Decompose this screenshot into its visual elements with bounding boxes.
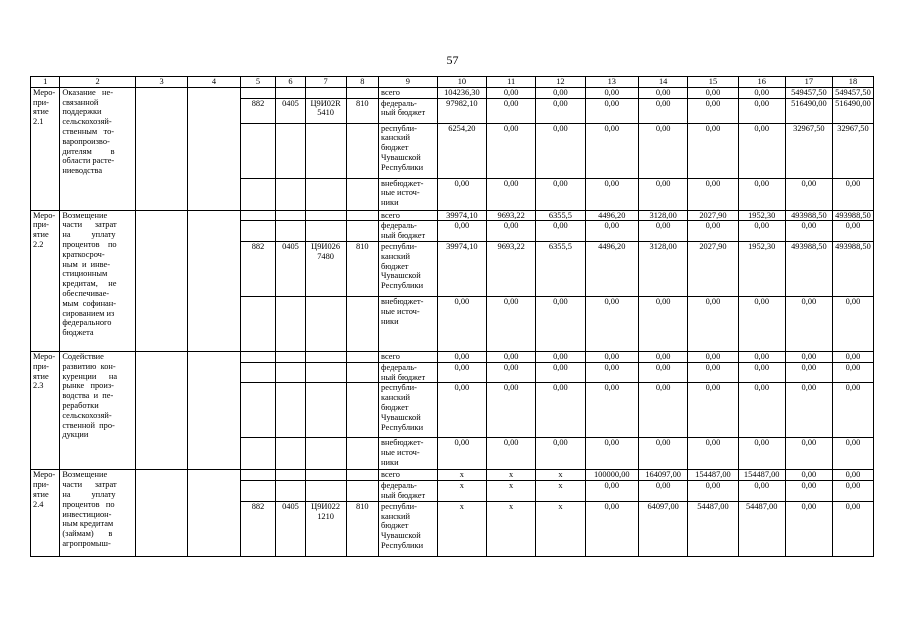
expense-type-code [346, 383, 379, 438]
year-value: 3128,00 [639, 210, 688, 221]
grbs-code [240, 296, 276, 351]
year-value: 0,00 [437, 362, 486, 383]
year-value: x [437, 470, 486, 481]
year-value: 0,00 [536, 221, 585, 242]
year-value: 100000,00 [585, 470, 638, 481]
year-value: 0,00 [536, 123, 585, 178]
year-value: 0,00 [688, 98, 738, 123]
year-value: 0,00 [785, 470, 832, 481]
header-cell: 11 [487, 77, 536, 88]
year-value: x [487, 481, 536, 502]
year-value: 0,00 [688, 296, 738, 351]
year-value: 0,00 [785, 351, 832, 362]
funding-source: федераль- ный бюджет [379, 481, 438, 502]
year-value: 97982,10 [437, 98, 486, 123]
year-value: 2027,90 [688, 241, 738, 296]
expense-type-code [346, 296, 379, 351]
year-value: 0,00 [585, 383, 638, 438]
year-value: 493988,50 [832, 241, 873, 296]
measure-description: Оказание не- связанной поддержки сельскохозяй- ственным то- варопроизво- дителям в области расте- ниеводства [60, 87, 135, 210]
year-value: 6355,5 [536, 241, 585, 296]
year-value: 0,00 [832, 481, 873, 502]
year-value: 0,00 [738, 87, 785, 98]
section-code [276, 178, 305, 210]
col4-cell [188, 351, 240, 469]
year-value: 0,00 [585, 98, 638, 123]
year-value: 0,00 [585, 178, 638, 210]
col3-cell [135, 210, 187, 351]
year-value: 0,00 [585, 481, 638, 502]
col3-cell [135, 87, 187, 210]
year-value: 0,00 [536, 362, 585, 383]
funding-source: республи- канский бюджет Чувашской Республики [379, 123, 438, 178]
target-article-code [305, 87, 346, 98]
year-value: 0,00 [585, 87, 638, 98]
table-row [31, 470, 874, 481]
measure-description: Возмещение части затрат на уплату процентов по инвестицион- ным кредитам (займам) в агропромыш- [60, 470, 135, 556]
target-article-code [305, 438, 346, 470]
grbs-code [240, 221, 276, 242]
header-cell: 16 [738, 77, 785, 88]
header-cell: 18 [832, 77, 873, 88]
year-value: 4496,20 [585, 241, 638, 296]
header-row [31, 77, 874, 88]
header-cell: 9 [379, 77, 438, 88]
header-cell: 1 [31, 77, 60, 88]
year-value: 0,00 [639, 383, 688, 438]
budget-table [30, 76, 874, 557]
section-code [276, 123, 305, 178]
header-cell: 6 [276, 77, 305, 88]
year-value: 0,00 [487, 123, 536, 178]
year-value: 0,00 [688, 178, 738, 210]
year-value: 154487,00 [738, 470, 785, 481]
section-code [276, 481, 305, 502]
header-cell: 12 [536, 77, 585, 88]
year-value: 32967,50 [785, 123, 832, 178]
year-value: 6355,5 [536, 210, 585, 221]
year-value: 0,00 [832, 438, 873, 470]
year-value: 0,00 [688, 221, 738, 242]
grbs-code [240, 178, 276, 210]
funding-source: всего [379, 210, 438, 221]
expense-type-code [346, 210, 379, 221]
year-value: 0,00 [585, 221, 638, 242]
year-value: 0,00 [688, 87, 738, 98]
expense-type-code [346, 481, 379, 502]
year-value: 0,00 [738, 383, 785, 438]
funding-source: внебюджет- ные источ- ники [379, 438, 438, 470]
year-value: 0,00 [639, 296, 688, 351]
year-value: 0,00 [738, 438, 785, 470]
section-code [276, 351, 305, 362]
year-value: 0,00 [688, 362, 738, 383]
year-value: 0,00 [785, 296, 832, 351]
year-value: 0,00 [536, 98, 585, 123]
year-value: 0,00 [437, 178, 486, 210]
grbs-code [240, 351, 276, 362]
funding-source: республи- канский бюджет Чувашской Республики [379, 383, 438, 438]
year-value: 0,00 [487, 221, 536, 242]
year-value: 0,00 [639, 351, 688, 362]
year-value: 0,00 [832, 383, 873, 438]
year-value: 0,00 [536, 438, 585, 470]
funding-source: всего [379, 351, 438, 362]
year-value: 0,00 [738, 221, 785, 242]
expense-type-code [346, 178, 379, 210]
table-row [31, 210, 874, 221]
funding-source: федераль- ный бюджет [379, 221, 438, 242]
header-cell: 15 [688, 77, 738, 88]
header-cell: 8 [346, 77, 379, 88]
grbs-code [240, 87, 276, 98]
year-value: 0,00 [536, 178, 585, 210]
table-row [31, 87, 874, 98]
expense-type-code [346, 221, 379, 242]
expense-type-code: 810 [346, 98, 379, 123]
col3-cell [135, 351, 187, 469]
measure-id: Меро- при- ятие 2.4 [31, 470, 60, 556]
expense-type-code [346, 438, 379, 470]
year-value: 0,00 [639, 123, 688, 178]
expense-type-code: 810 [346, 501, 379, 556]
year-value: 0,00 [785, 481, 832, 502]
year-value: 0,00 [785, 362, 832, 383]
year-value: 0,00 [639, 481, 688, 502]
year-value: 0,00 [832, 470, 873, 481]
year-value: 3128,00 [639, 241, 688, 296]
measure-description: Возмещение части затрат на уплату процентов по краткосроч- ным и инве- стиционным кредитам, не обеспечивае- мым софинан- сированием из федерального бюджета [60, 210, 135, 351]
section-code [276, 383, 305, 438]
year-value: 0,00 [536, 87, 585, 98]
year-value: 0,00 [785, 501, 832, 556]
header-cell: 14 [639, 77, 688, 88]
year-value: 0,00 [437, 221, 486, 242]
year-value: 0,00 [639, 98, 688, 123]
grbs-code [240, 123, 276, 178]
funding-source: федераль- ный бюджет [379, 98, 438, 123]
target-article-code: Ц9И022 1210 [305, 501, 346, 556]
target-article-code: Ц9И026 7480 [305, 241, 346, 296]
expense-type-code [346, 123, 379, 178]
grbs-code: 882 [240, 501, 276, 556]
funding-source: внебюджет- ные источ- ники [379, 296, 438, 351]
year-value: x [437, 501, 486, 556]
year-value: 0,00 [738, 296, 785, 351]
year-value: 0,00 [585, 296, 638, 351]
target-article-code [305, 362, 346, 383]
measure-id: Меро- при- ятие 2.3 [31, 351, 60, 469]
year-value: 0,00 [487, 296, 536, 351]
year-value: 0,00 [437, 351, 486, 362]
year-value: 9693,22 [487, 241, 536, 296]
year-value: 0,00 [536, 383, 585, 438]
year-value: 0,00 [487, 438, 536, 470]
target-article-code [305, 481, 346, 502]
section-code [276, 210, 305, 221]
year-value: 1952,30 [738, 210, 785, 221]
year-value: x [487, 501, 536, 556]
grbs-code [240, 383, 276, 438]
grbs-code: 882 [240, 241, 276, 296]
year-value: 0,00 [437, 438, 486, 470]
year-value: 0,00 [738, 351, 785, 362]
year-value: 0,00 [487, 178, 536, 210]
year-value: 0,00 [738, 98, 785, 123]
section-code [276, 438, 305, 470]
section-code [276, 221, 305, 242]
year-value: 0,00 [785, 178, 832, 210]
year-value: 0,00 [487, 87, 536, 98]
section-code: 0405 [276, 241, 305, 296]
page-number: 57 [446, 53, 459, 67]
year-value: 54487,00 [688, 501, 738, 556]
year-value: 54487,00 [738, 501, 785, 556]
target-article-code [305, 123, 346, 178]
year-value: 0,00 [487, 98, 536, 123]
year-value: 0,00 [832, 221, 873, 242]
header-cell: 3 [135, 77, 187, 88]
target-article-code [305, 210, 346, 221]
year-value: 0,00 [639, 178, 688, 210]
section-code: 0405 [276, 98, 305, 123]
year-value: 0,00 [832, 296, 873, 351]
expense-type-code [346, 87, 379, 98]
year-value: 0,00 [585, 501, 638, 556]
year-value: 493988,50 [832, 210, 873, 221]
year-value: x [536, 481, 585, 502]
year-value: 0,00 [832, 362, 873, 383]
year-value: 164097,00 [639, 470, 688, 481]
grbs-code [240, 438, 276, 470]
year-value: 0,00 [585, 362, 638, 383]
year-value: 0,00 [437, 296, 486, 351]
table-row [31, 351, 874, 362]
grbs-code [240, 481, 276, 502]
header-cell: 4 [188, 77, 240, 88]
section-code [276, 470, 305, 481]
year-value: 9693,22 [487, 210, 536, 221]
year-value: 0,00 [487, 351, 536, 362]
year-value: x [536, 470, 585, 481]
year-value: 0,00 [585, 438, 638, 470]
col4-cell [188, 210, 240, 351]
year-value: 516490,00 [832, 98, 873, 123]
target-article-code [305, 221, 346, 242]
header-cell: 10 [437, 77, 486, 88]
year-value: 0,00 [536, 296, 585, 351]
target-article-code [305, 351, 346, 362]
year-value: 0,00 [785, 383, 832, 438]
year-value: 0,00 [832, 351, 873, 362]
grbs-code: 882 [240, 98, 276, 123]
year-value: 493988,50 [785, 210, 832, 221]
funding-source: республи- канский бюджет Чувашской Республики [379, 501, 438, 556]
header-cell: 7 [305, 77, 346, 88]
year-value: 0,00 [639, 438, 688, 470]
year-value: 0,00 [437, 383, 486, 438]
year-value: 0,00 [639, 87, 688, 98]
col4-cell [188, 87, 240, 210]
year-value: 0,00 [688, 438, 738, 470]
year-value: 0,00 [585, 123, 638, 178]
section-code: 0405 [276, 501, 305, 556]
header-cell: 13 [585, 77, 638, 88]
grbs-code [240, 362, 276, 383]
year-value: 4496,20 [585, 210, 638, 221]
year-value: 0,00 [785, 221, 832, 242]
year-value: 549457,50 [785, 87, 832, 98]
year-value: 32967,50 [832, 123, 873, 178]
expense-type-code [346, 351, 379, 362]
target-article-code [305, 178, 346, 210]
year-value: 0,00 [536, 351, 585, 362]
year-value: 0,00 [785, 438, 832, 470]
year-value: 0,00 [832, 501, 873, 556]
year-value: 493988,50 [785, 241, 832, 296]
year-value: 39974,10 [437, 241, 486, 296]
year-value: x [437, 481, 486, 502]
target-article-code: Ц9И02R 5410 [305, 98, 346, 123]
measure-id: Меро- при- ятие 2.1 [31, 87, 60, 210]
year-value: 39974,10 [437, 210, 486, 221]
header-cell: 17 [785, 77, 832, 88]
year-value: x [487, 470, 536, 481]
year-value: 0,00 [688, 351, 738, 362]
year-value: 0,00 [585, 351, 638, 362]
expense-type-code [346, 362, 379, 383]
expense-type-code: 810 [346, 241, 379, 296]
year-value: 104236,30 [437, 87, 486, 98]
year-value: 0,00 [738, 178, 785, 210]
section-code [276, 296, 305, 351]
section-code [276, 362, 305, 383]
funding-source: федераль- ный бюджет [379, 362, 438, 383]
expense-type-code [346, 470, 379, 481]
year-value: 0,00 [832, 178, 873, 210]
year-value: x [536, 501, 585, 556]
funding-source: внебюджет- ные источ- ники [379, 178, 438, 210]
year-value: 516490,00 [785, 98, 832, 123]
year-value: 0,00 [639, 362, 688, 383]
year-value: 0,00 [738, 362, 785, 383]
col4-cell [188, 470, 240, 556]
col3-cell [135, 470, 187, 556]
year-value: 549457,50 [832, 87, 873, 98]
year-value: 0,00 [688, 123, 738, 178]
year-value: 0,00 [487, 362, 536, 383]
year-value: 6254,20 [437, 123, 486, 178]
year-value: 0,00 [639, 221, 688, 242]
target-article-code [305, 296, 346, 351]
year-value: 0,00 [487, 383, 536, 438]
section-code [276, 87, 305, 98]
header-cell: 2 [60, 77, 135, 88]
year-value: 0,00 [688, 383, 738, 438]
year-value: 0,00 [738, 123, 785, 178]
funding-source: республи- канский бюджет Чувашской Республики [379, 241, 438, 296]
year-value: 1952,30 [738, 241, 785, 296]
measure-id: Меро- при- ятие 2.2 [31, 210, 60, 351]
measure-description: Содействие развитию кон- куренции на рынке произ- водства и пе- реработки сельскохозяй- ственной про- дукции [60, 351, 135, 469]
funding-source: всего [379, 470, 438, 481]
target-article-code [305, 470, 346, 481]
target-article-code [305, 383, 346, 438]
year-value: 154487,00 [688, 470, 738, 481]
year-value: 64097,00 [639, 501, 688, 556]
grbs-code [240, 210, 276, 221]
year-value: 0,00 [738, 481, 785, 502]
year-value: 0,00 [688, 481, 738, 502]
grbs-code [240, 470, 276, 481]
funding-source: всего [379, 87, 438, 98]
year-value: 2027,90 [688, 210, 738, 221]
header-cell: 5 [240, 77, 276, 88]
